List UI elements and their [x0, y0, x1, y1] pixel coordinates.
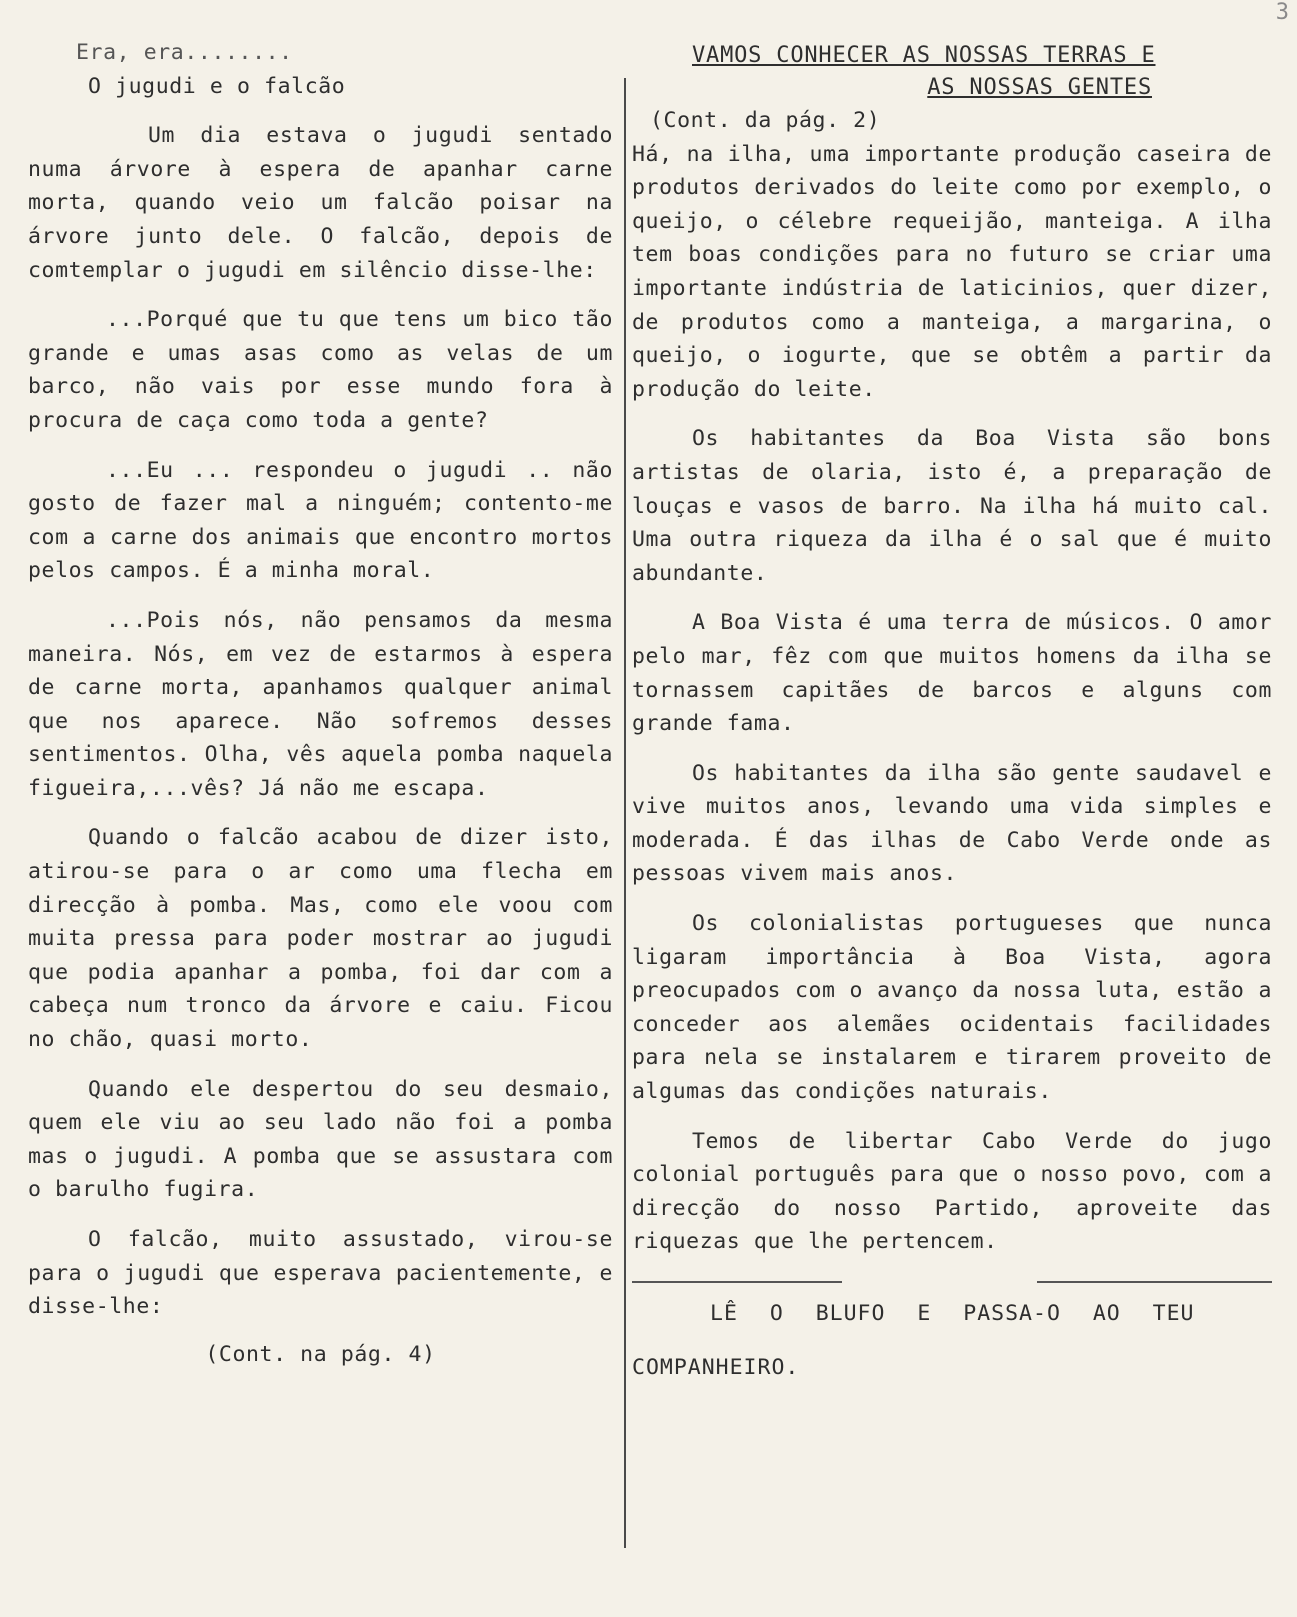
story-paragraph: Um dia estava o jugudi sentado numa árvore à espera de apanhar carne morta, quando veio um falcão poisar na árvore junto dele. O falcão, depois de comtemplar o jugudi em silêncio disse-lhe: — [28, 123, 613, 283]
story-paragraph: Quando ele despertou do seu desmaio, quem ele viu ao seu lado não foi a pomba mas o jugudi. A pomba que se assustara com o barulho fugira. — [28, 1076, 613, 1203]
page-number: 3 — [1275, 0, 1289, 25]
dashed-rule — [632, 1281, 1272, 1283]
article-paragraph: A Boa Vista é uma terra de músicos. O amor pelo mar, fêz com que muitos homens da ilha se tornassem capitães de barcos e alguns com grande fama. — [632, 610, 1272, 737]
article-title-line1: VAMOS CONHECER AS NOSSAS TERRAS E — [692, 43, 1156, 68]
right-column — [632, 40, 1272, 1384]
story-paragraph: O falcão, muito assustado, virou-se para o jugudi que esperava pacientemente, e disse-lhe: — [28, 1227, 613, 1320]
article-paragraph: Temos de libertar Cabo Verde do jugo colonial português para que o nosso povo, com a direcção do nosso Partido, aproveite das riquezas que lhe pertencem. — [632, 1128, 1272, 1255]
story-paragraph: ...Porqué que tu que tens um bico tão grande e umas asas como as velas de um barco, não vais por esse mundo fora à procura de caça como toda a gente? — [28, 307, 613, 433]
left-column — [28, 36, 613, 1393]
article-paragraph: Os colonialistas portugueses que nunca ligaram importância à Boa Vista, agora preocupados com o avanço da nossa luta, estão a conceder aos alemães ocidentais facilidades para nela se instalarem e tirarem proveito de algumas das condições naturais. — [632, 911, 1272, 1105]
article-paragraph: Os habitantes da Boa Vista são bons artistas de olaria, isto é, a preparação de louças e vasos de barro. Na ilha há muito cal. Uma outra riqueza da ilha é o sal que é muito abundante. — [632, 426, 1272, 586]
story-paragraph: ...Pois nós, não pensamos da mesma maneira. Nós, em vez de estarmos à espera de carne morta, apanhamos qualquer animal que nos aparece. Não sofremos desses sentimentos. Olha, vês aquela pomba naquela figueira,...vês? Já não me escapa. — [28, 607, 613, 801]
slogan-line2: COMPANHEIRO. — [632, 1354, 800, 1380]
continuation-note: (Cont. na pág. 4) — [205, 1341, 436, 1367]
rule-left — [632, 1281, 842, 1283]
story-paragraph: Quando o falcão acabou de dizer isto, atirou-se para o ar como uma flecha em direcção à pomba. Mas, como ele voou com muita pressa para poder mostrar ao jugudi que podia apanhar a pomba, foi dar com a cabeça num tronco da árvore e caiu. Ficou no chão, quasi morto. — [28, 825, 613, 1053]
story-title: O jugudi e o falcão — [88, 73, 346, 99]
article-title-line2: AS NOSSAS GENTES — [927, 75, 1152, 100]
column-divider — [624, 78, 626, 1548]
article-paragraph: Há, na ilha, uma importante produção caseira de produtos derivados do leite como por exemplo, o queijo, o célebre requeijão, manteiga. A ilha tem boas condições para no futuro se criar uma importante indústria de laticinios, quer dizer, de produtos como a manteiga, a margarina, o queijo, o iogurte, que se obtêm a partir da produção do leite. — [632, 141, 1272, 402]
continuation-from-note: (Cont. da pág. 2) — [650, 108, 881, 133]
slogan-line1: LÊ O BLUFO E PASSA-O AO TEU — [710, 1301, 1195, 1326]
story-intro: Era, era........ — [76, 40, 293, 65]
story-paragraph: ...Eu ... respondeu o jugudi .. não gosto de fazer mal a ninguém; contento-me com a carne dos animais que encontro mortos pelos campos. É a minha moral. — [28, 457, 613, 584]
rule-right — [1037, 1281, 1272, 1283]
article-paragraph: Os habitantes da ilha são gente saudavel e vive muitos anos, levando uma vida simples e moderada. É das ilhas de Cabo Verde onde as pessoas vivem mais anos. — [632, 760, 1272, 887]
